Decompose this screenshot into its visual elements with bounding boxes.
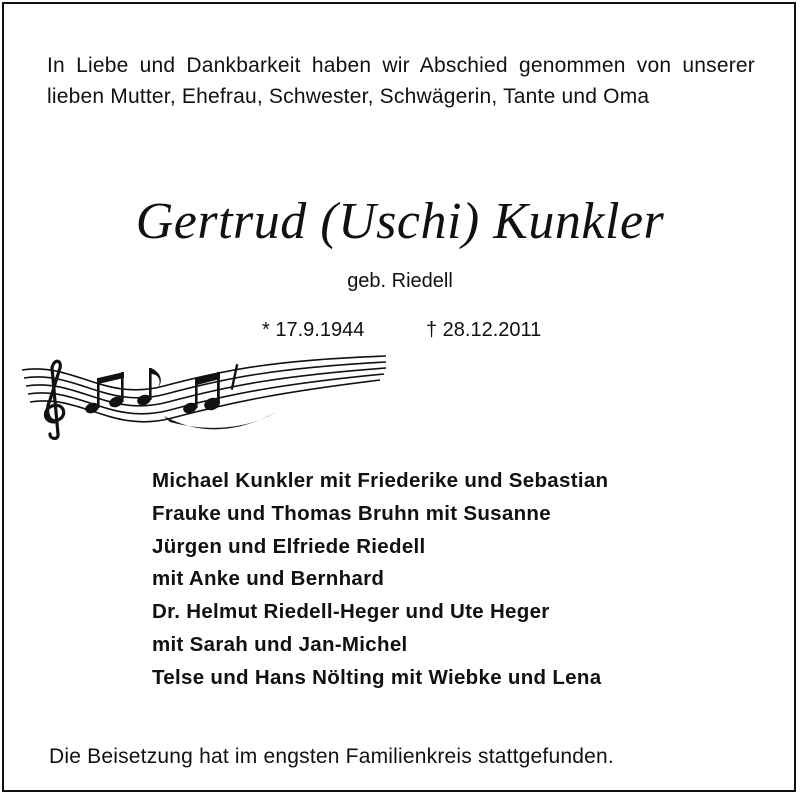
family-line: mit Anke und Bernhard [152,567,385,591]
family-line: Jürgen und Elfriede Riedell [152,534,426,558]
family-line: Frauke und Thomas Bruhn mit Susanne [152,501,551,525]
family-line: Dr. Helmut Riedell-Heger und Ute Heger [152,600,550,624]
birth-date: * 17.9.1944 [262,319,365,341]
family-list [152,465,608,695]
family-line: Michael Kunkler mit Friederike und Sebastian [152,469,609,492]
death-date: † 28.12.2011 [426,319,542,341]
family-line: Telse und Hans Nölting mit Wiebke und Lena [152,665,602,689]
deceased-name: Gertrud (Uschi) Kunkler [135,193,665,250]
birth-name: geb. Riedell [347,270,453,292]
intro-text: In Liebe und Dankbarkeit haben wir Abschied genommen von unserer lieben Mutter, Ehefrau, Schwester, Schwägerin, Tante und Oma [47,54,755,108]
funeral-note: Die Beisetzung hat im engsten Familienkreis stattgefunden. [49,745,614,768]
music-notes-staff-icon [14,342,394,442]
family-line: mit Sarah und Jan-Michel [152,632,408,656]
